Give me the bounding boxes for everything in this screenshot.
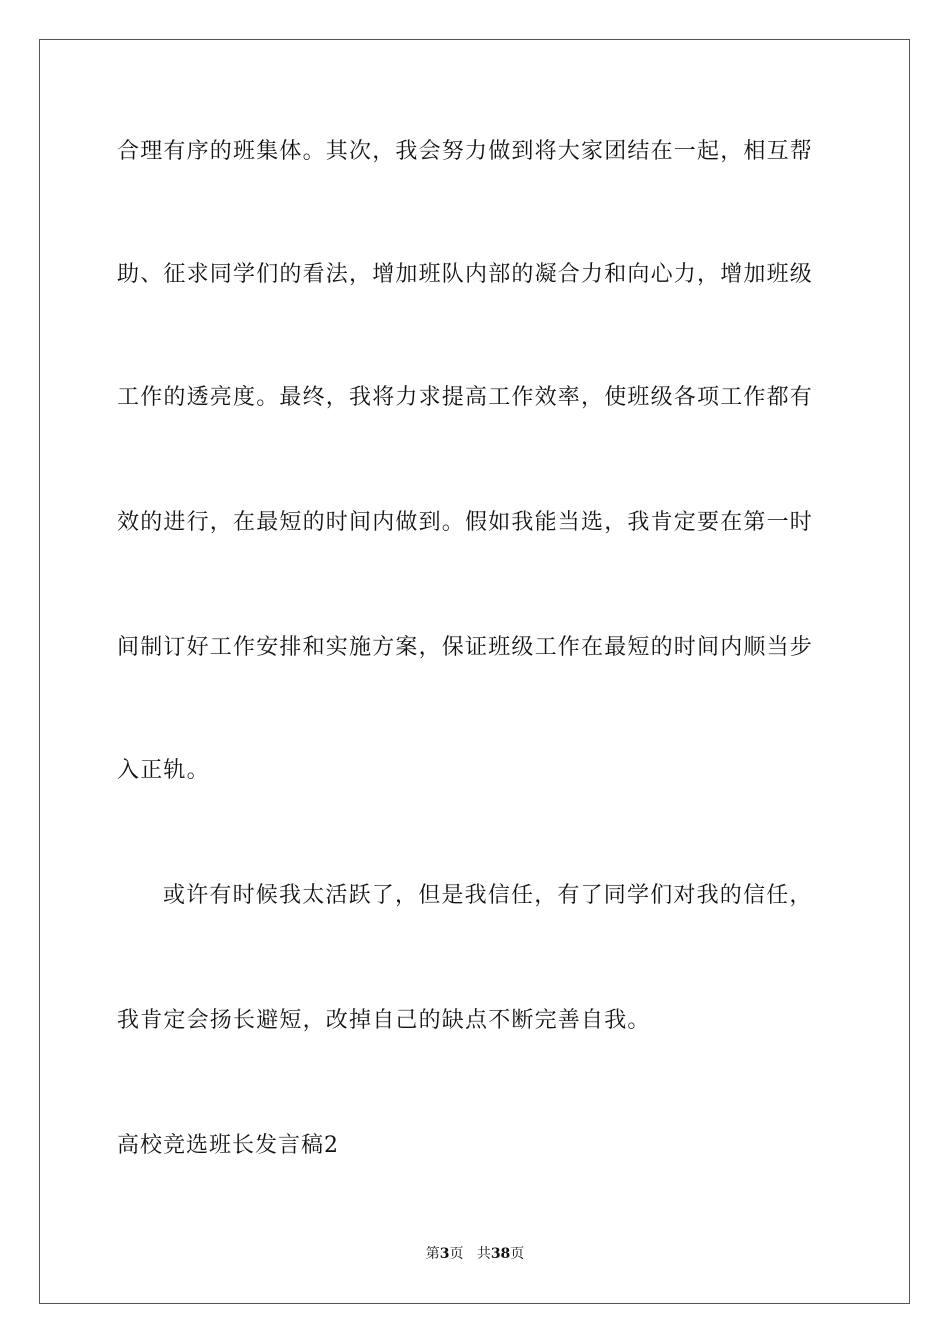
- paragraph-line: 入正轨。: [117, 758, 210, 783]
- paragraph-line: 合理有序的班集体。其次，我会努力做到将大家团结在一起，相互帮: [117, 139, 814, 164]
- paragraph-line: 或许有时候我太活跃了，但是我信任，有了同学们对我的信任，: [163, 883, 813, 908]
- footer-current-page: 3: [439, 1246, 450, 1262]
- footer-total-suffix: 页: [510, 1246, 525, 1262]
- page-border: [39, 39, 910, 1304]
- paragraph-line: 助、征求同学们的看法，增加班队内部的凝合力和向心力，增加班级: [117, 262, 814, 287]
- paragraph-line: 工作的透亮度。最终，我将力求提高工作效率，使班级各项工作都有: [117, 385, 814, 410]
- footer-page-suffix: 页: [449, 1246, 464, 1262]
- section-heading: 高校竞选班长发言稿2: [117, 1133, 339, 1158]
- paragraph-line: 效的进行，在最短的时间内做到。假如我能当选，我肯定要在第一时: [117, 510, 814, 535]
- footer-total-pages: 38: [490, 1246, 511, 1262]
- paragraph-line: 我肯定会扬长避短，改掉自己的缺点不断完善自我。: [117, 1008, 651, 1033]
- footer-page-prefix: 第: [425, 1246, 440, 1262]
- footer-total-prefix: 共: [476, 1246, 491, 1262]
- paragraph-line: 间制订好工作安排和实施方案，保证班级工作在最短的时间内顺当步: [117, 635, 814, 660]
- page-footer: [0, 1244, 950, 1264]
